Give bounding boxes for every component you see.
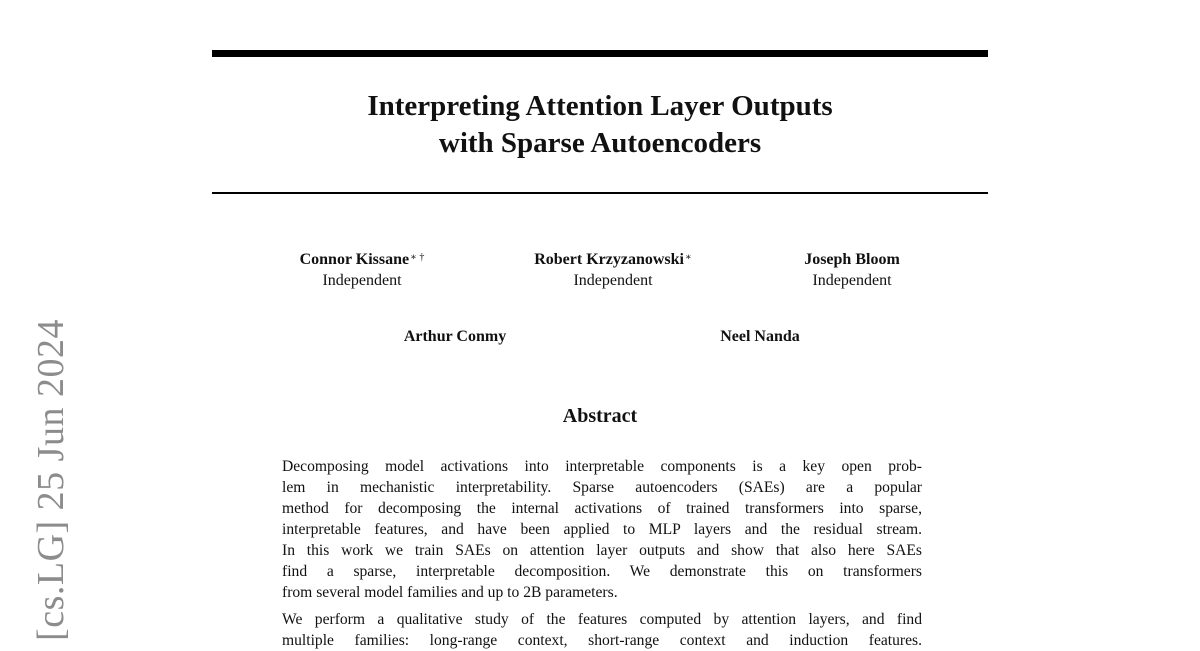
- abstract-line: interpretable features, and have been applied to MLP layers and the residual stream.: [282, 521, 922, 538]
- abstract-heading: Abstract: [562, 405, 638, 427]
- title-line-1: Interpreting Attention Layer Outputs: [367, 90, 833, 122]
- abstract-line: method for decomposing the internal activations of trained transformers into sparse,: [282, 500, 922, 517]
- abstract-line: In this work we train SAEs on attention layer outputs and show that also here SAEs: [282, 542, 922, 559]
- author-name: Joseph Bloom: [804, 251, 900, 268]
- author-affiliation: Independent: [573, 272, 653, 289]
- title-bottom-rule: [212, 192, 988, 194]
- title-top-rule: [212, 50, 988, 57]
- author-name: Robert Krzyzanowski∗: [534, 251, 692, 268]
- author-affiliation: Independent: [322, 272, 402, 289]
- author-affiliation: Independent: [812, 272, 892, 289]
- abstract-paragraph-2: [282, 609, 922, 651]
- abstract-line: multiple families: long-range context, short-range context and induction features.: [282, 632, 922, 649]
- author-joseph-bloom: [770, 249, 934, 291]
- arxiv-identifier-stamp: [cs.LG] 25 Jun 2024: [30, 319, 72, 641]
- author-connor-kissane: [250, 249, 474, 291]
- author-name: Neel Nanda: [720, 328, 800, 345]
- abstract-line: Decomposing model activations into interpretable components is a key open prob-: [282, 458, 922, 475]
- author-footnote-marks: ∗: [684, 252, 692, 263]
- abstract-line: from several model families and up to 2B parameters.: [282, 584, 618, 601]
- author-robert-krzyzanowski: [500, 249, 726, 291]
- abstract-line: We perform a qualitative study of the features computed by attention layers, and find: [282, 611, 922, 628]
- title-line-2: with Sparse Autoencoders: [438, 127, 762, 159]
- abstract-body: [282, 456, 922, 651]
- author-neel-nanda: [660, 326, 860, 347]
- author-name: Arthur Conmy: [403, 328, 507, 345]
- paper-title: [212, 88, 988, 162]
- author-name: Connor Kissane∗ †: [299, 251, 425, 268]
- abstract-line: find a sparse, interpretable decomposition. We demonstrate this on transformers: [282, 563, 922, 580]
- author-arthur-conmy: [340, 326, 570, 347]
- author-footnote-marks: ∗ †: [410, 252, 425, 263]
- abstract-line: lem in mechanistic interpretability. Sparse autoencoders (SAEs) are a popular: [282, 479, 922, 496]
